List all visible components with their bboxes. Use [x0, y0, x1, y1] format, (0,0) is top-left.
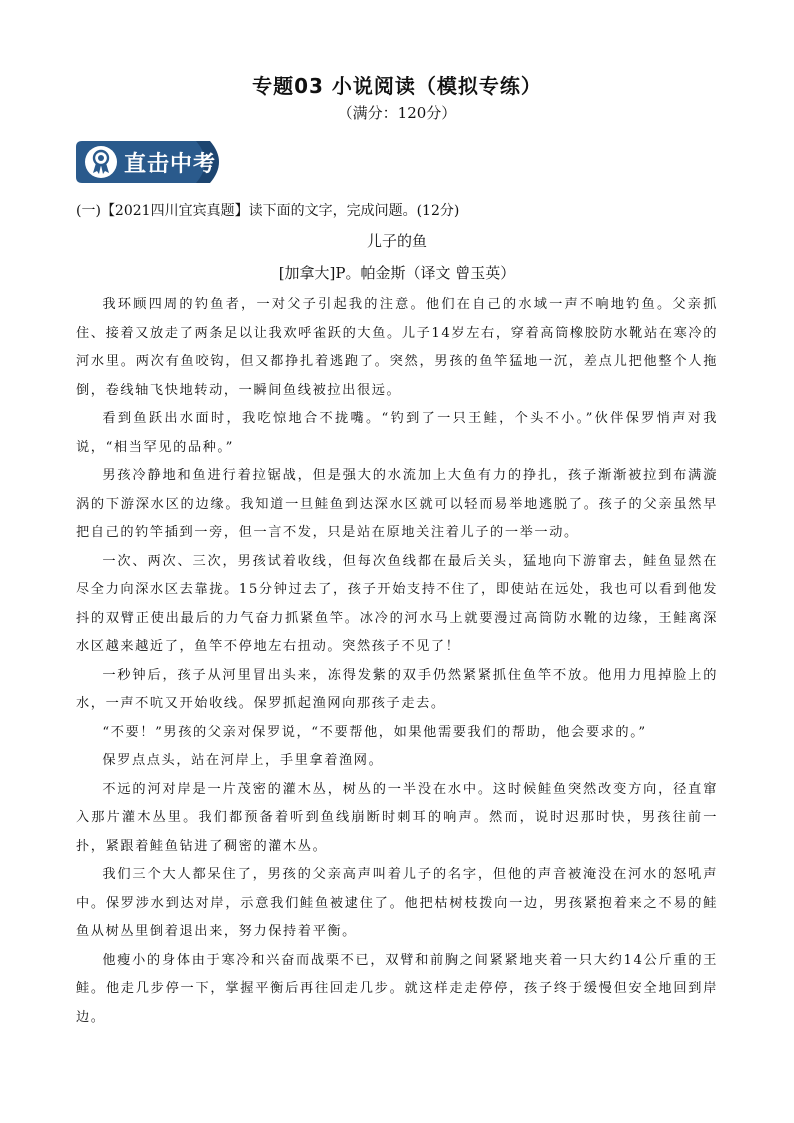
story-paragraph: 我环顾四周的钓鱼者，一对父子引起我的注意。他们在自己的水域一声不响地钓鱼。父亲抓住、接着又放走了两条足以让我欢呼雀跃的大鱼。儿子14岁左右，穿着高筒橡胶防水靴站在寒冷的河水里。两次有鱼咬钩，但又都挣扎着逃跑了。突然，男孩的鱼竿猛地一沉，差点儿把他整个人拖倒，卷线轴飞快地转动，一瞬间鱼线被拉出很远。: [76, 297, 718, 398]
story-title: 儿子的鱼: [366, 232, 427, 250]
story-paragraph: 一次、两次、三次，男孩试着收线，但每次鱼线都在最后关头，猛地向下游窜去，鲑鱼显然在尽全力向深水区去靠拢。15分钟过去了，孩子开始支持不住了，即使站在远处，我也可以看到他发抖的双臂正使出最后的力气奋力抓紧鱼竿。冰冷的河水马上就要漫过高筒防水靴的边缘，王鲑离深水区越来越近了，鱼竿不停地左右扭动。突然孩子不见了！: [76, 553, 718, 654]
question-number: (一): [76, 203, 101, 219]
page-title: 专题03 小说阅读（模拟专练）: [252, 74, 542, 98]
story-paragraph: 保罗点点头，站在河岸上，手里拿着渔网。: [102, 753, 384, 768]
story-paragraph: 他瘦小的身体由于寒冷和兴奋而战栗不已，双臂和前胸之间紧紧地夹着一只大约14公斤重的王鲑。他走几步停一下，掌握平衡后再往回走几步。就这样走走停停，孩子终于缓慢但安全地回到岸边。: [76, 952, 718, 1025]
score-note: （满分：120分）: [337, 104, 457, 122]
ribbon-badge-icon: [84, 145, 118, 179]
story-body: [76, 291, 718, 1032]
question-instruction: 读下面的文字，完成问题。(12分): [248, 203, 460, 219]
story-paragraph: 看到鱼跃出水面时，我吃惊地合不拢嘴。“钓到了一只王鲑，个头不小。”伙伴保罗悄声对我说，“相当罕见的品种。”: [76, 411, 718, 455]
question-source: 【2021四川宜宾真题】: [100, 203, 249, 219]
story-paragraph: 一秒钟后，孩子从河里冒出头来，冻得发紫的双手仍然紧紧抓住鱼竿不放。他用力甩掉脸上的水，一声不吭又开始收线。保罗抓起渔网向那孩子走去。: [76, 667, 718, 711]
story-paragraph: “不要！”男孩的父亲对保罗说，“不要帮他，如果他需要我们的帮助，他会要求的。”: [102, 724, 647, 740]
story-paragraph: 不远的河对岸是一片茂密的灌木丛，树丛的一半没在水中。这时候鲑鱼突然改变方向，径直窜入那片灌木丛里。我们都预备着听到鱼线崩断时刺耳的响声。然而，说时迟那时快，男孩往前一扑，紧跟着鲑鱼钻进了稠密的灌木丛。: [76, 781, 718, 854]
story-paragraph: 男孩冷静地和鱼进行着拉锯战，但是强大的水流加上大鱼有力的挣扎，孩子渐渐被拉到布满漩涡的下游深水区的边缘。我知道一旦鲑鱼到达深水区就可以轻而易举地逃脱了。孩子的父亲虽然早把自己的钓竿插到一旁，但一言不发，只是站在原地关注着儿子的一举一动。: [76, 468, 718, 540]
section-banner: [76, 141, 226, 183]
story-paragraph: 我们三个大人都呆住了，男孩的父亲高声叫着儿子的名字，但他的声音被淹没在河水的怒吼声中。保罗涉水到达对岸，示意我们鲑鱼被逮住了。他把枯树枝拨向一边，男孩紧抱着来之不易的鲑鱼从树丛里倒着退出来，努力保持着平衡。: [76, 867, 718, 939]
story-author: [加拿大]P。帕金斯（译文 曾玉英）: [278, 264, 516, 282]
question-header: [76, 200, 726, 220]
banner-label: 直击中考: [124, 152, 217, 177]
